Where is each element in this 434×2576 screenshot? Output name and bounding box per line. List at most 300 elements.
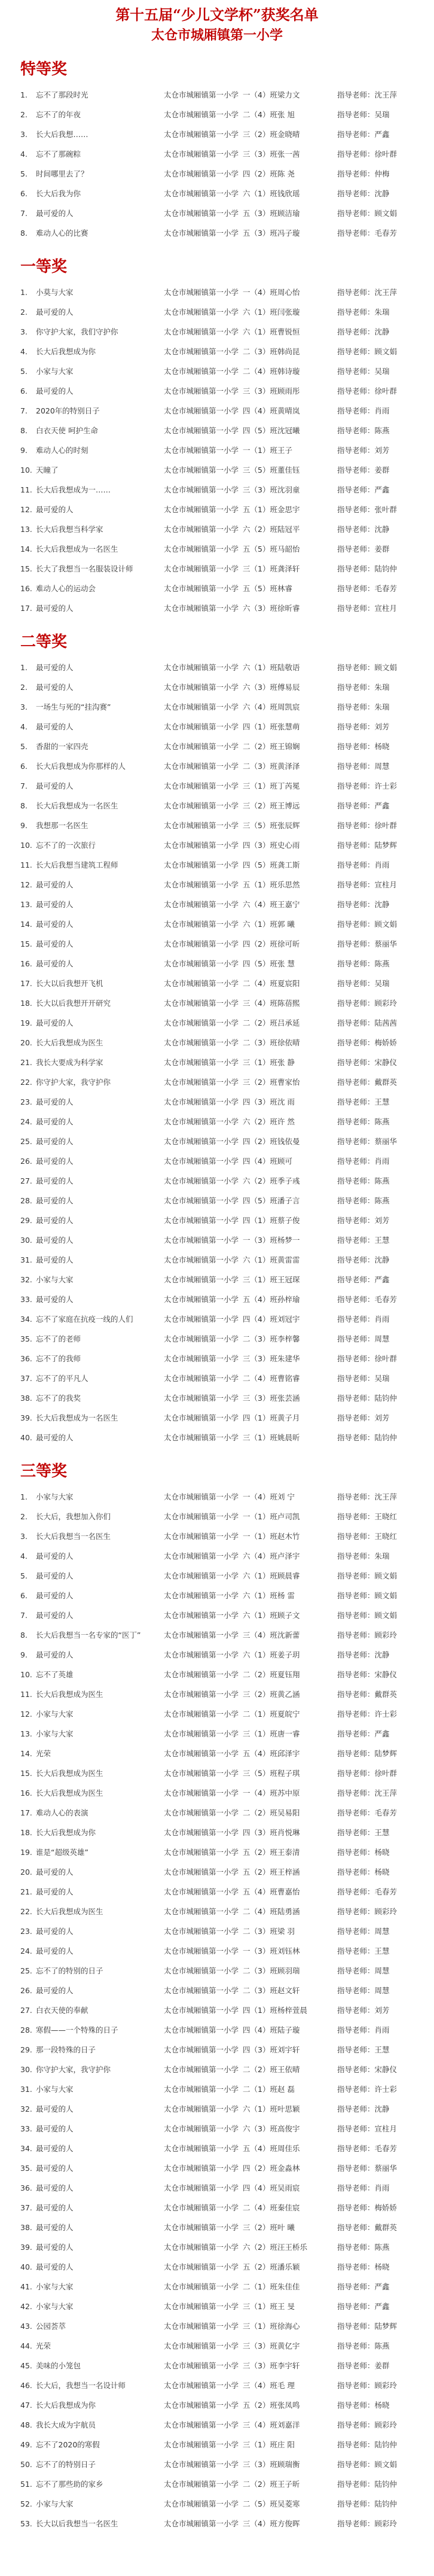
award-entry xyxy=(20,1289,434,1309)
entry-school: 太仓市城厢镇第一小学 xyxy=(164,1552,239,1561)
entry-teacher: 指导老师：陈燕 xyxy=(337,2341,390,2350)
entry-title: 最可爱的人 xyxy=(36,2183,74,2192)
entry-title: 最可爱的人 xyxy=(36,1018,74,1027)
entry-class: 三（3）班 xyxy=(243,485,277,494)
entry-class: 四（2）班 xyxy=(243,1137,277,1146)
entry-teacher: 指导老师：沈静 xyxy=(337,189,390,198)
award-entry xyxy=(20,1526,434,1546)
entry-number: 18. xyxy=(20,999,32,1008)
entry-student: 高俊宇 xyxy=(277,2124,300,2133)
entry-teacher: 指导老师：顾文娟 xyxy=(337,2460,398,2469)
entry-title: 最可爱的人 xyxy=(36,1117,74,1126)
entry-school: 太仓市城厢镇第一小学 xyxy=(164,2420,239,2429)
entry-number: 4. xyxy=(20,150,27,159)
entry-class: 六（2）班 xyxy=(243,1176,277,1185)
award-entry xyxy=(20,2514,434,2534)
entry-student: 叶 曦 xyxy=(277,2223,295,2232)
award-entry xyxy=(20,1744,434,1763)
award-entry xyxy=(20,1270,434,1289)
award-entry xyxy=(20,282,434,302)
award-entry xyxy=(20,1645,434,1665)
award-entry xyxy=(20,776,434,796)
entry-student: 吴雨宸 xyxy=(277,2183,300,2192)
entry-student: 沈新蕾 xyxy=(277,1631,300,1640)
entry-student: 赵 磊 xyxy=(277,2085,295,2094)
entry-student: 顾雨彤 xyxy=(277,387,300,396)
entry-school: 太仓市城厢镇第一小学 xyxy=(164,2262,239,2271)
entry-student: 刘冠宇 xyxy=(277,1315,300,1324)
entry-class: 二（4）班 xyxy=(243,979,277,988)
entry-class: 五（4）班 xyxy=(243,1887,277,1896)
entry-student: 刘 宁 xyxy=(277,1492,295,1501)
entry-class: 二（3）班 xyxy=(243,762,277,771)
entry-school: 太仓市城厢镇第一小学 xyxy=(164,2183,239,2192)
entry-number: 37. xyxy=(20,2203,32,2212)
entry-teacher: 指导老师：顾文娟 xyxy=(337,209,398,218)
entry-student: 徐依晴 xyxy=(277,1038,300,1047)
award-entry xyxy=(20,164,434,184)
entry-teacher: 指导老师：徐叶群 xyxy=(337,150,398,159)
entry-title: 小家与大家 xyxy=(36,1492,74,1501)
award-entry xyxy=(20,1921,434,1941)
entry-class: 四（5）班 xyxy=(243,426,277,435)
entry-student: 夏皖宁 xyxy=(277,1710,300,1719)
entry-title: 最可爱的人 xyxy=(36,2203,74,2212)
award-entry xyxy=(20,1704,434,1724)
entry-number: 43. xyxy=(20,2322,32,2331)
entry-school: 太仓市城厢镇第一小学 xyxy=(164,841,239,850)
entry-school: 太仓市城厢镇第一小学 xyxy=(164,959,239,968)
entry-number: 12. xyxy=(20,505,32,514)
entry-class: 五（1）班 xyxy=(243,505,277,514)
entry-title: 忘不了的平凡人 xyxy=(36,1374,88,1383)
entry-title: 最可爱的人 xyxy=(36,2104,74,2113)
award-entry xyxy=(20,1763,434,1783)
award-entry xyxy=(20,1665,434,1684)
entry-student: 陆子璇 xyxy=(277,2025,300,2034)
entry-class: 六（1）班 xyxy=(243,1650,277,1659)
entry-title: 长大后我想成为医生 xyxy=(36,1769,103,1778)
entry-school: 太仓市城厢镇第一小学 xyxy=(164,920,239,929)
entry-title: 小家与大家 xyxy=(36,1729,74,1738)
entry-class: 六（2）班 xyxy=(243,1117,277,1126)
entry-number: 3. xyxy=(20,130,27,139)
entry-class: 三（3）班 xyxy=(243,1354,277,1363)
entry-student: 陆冠平 xyxy=(277,525,300,534)
entry-number: 13. xyxy=(20,900,32,909)
award-entry xyxy=(20,1586,434,1605)
entry-student: 梁 羽 xyxy=(277,1927,295,1936)
award-entry xyxy=(20,2257,434,2277)
entry-class: 一（1）班 xyxy=(243,1532,277,1541)
entry-student: 龚工斯 xyxy=(277,860,300,869)
entry-title: 最可爱的人 xyxy=(36,722,74,731)
entry-school: 太仓市城厢镇第一小学 xyxy=(164,288,239,297)
entry-student: 钱依曼 xyxy=(277,1137,300,1146)
entry-number: 41. xyxy=(20,2282,32,2291)
entry-number: 21. xyxy=(20,1887,32,1896)
award-entry xyxy=(20,2474,434,2494)
entry-class: 六（1）班 xyxy=(243,1255,277,1264)
entry-title: 忘不了的我奖 xyxy=(36,1394,81,1403)
entry-school: 太仓市城厢镇第一小学 xyxy=(164,702,239,711)
award-entry xyxy=(20,1171,434,1191)
award-entry xyxy=(20,2139,434,2158)
award-entry xyxy=(20,85,434,105)
entry-student: 孙梓瑜 xyxy=(277,1295,300,1304)
entry-class: 五（2）班 xyxy=(243,1848,277,1857)
entry-class: 六（4）班 xyxy=(243,900,277,909)
entry-student: 金晓晴 xyxy=(277,130,300,139)
award-section xyxy=(20,59,434,243)
entry-class: 二（3）班 xyxy=(243,1927,277,1936)
entry-school: 太仓市城厢镇第一小学 xyxy=(164,387,239,396)
entry-student: 徐可昕 xyxy=(277,939,300,948)
award-entry xyxy=(20,1408,434,1428)
entry-student: 周凯宸 xyxy=(277,702,300,711)
entry-title: 最可爱的人 xyxy=(36,505,74,514)
award-entry xyxy=(20,717,434,737)
award-entry xyxy=(20,2356,434,2376)
entry-school: 太仓市城厢镇第一小学 xyxy=(164,466,239,475)
entry-student: 王依晴 xyxy=(277,2065,300,2074)
entry-student: 吴菱寒 xyxy=(277,2499,300,2508)
entry-class: 三（3）班 xyxy=(243,2341,277,2350)
award-entry xyxy=(20,2119,434,2139)
entry-teacher: 指导老师：仲梅 xyxy=(337,169,390,178)
entry-number: 25. xyxy=(20,1137,32,1146)
entry-school: 太仓市城厢镇第一小学 xyxy=(164,2223,239,2232)
award-entry xyxy=(20,2158,434,2178)
entry-title: 你守护大家，我守护你 xyxy=(36,1078,111,1087)
award-entry xyxy=(20,1388,434,1408)
entry-school: 太仓市城厢镇第一小学 xyxy=(164,1038,239,1047)
entry-class: 一（4）班 xyxy=(243,1789,277,1798)
award-entry xyxy=(20,2435,434,2455)
entry-class: 三（4）班 xyxy=(243,999,277,1008)
entry-class: 二（2）班 xyxy=(243,1808,277,1817)
entry-school: 太仓市城厢镇第一小学 xyxy=(164,1631,239,1640)
award-entry xyxy=(20,1428,434,1447)
entry-student: 曹锐恒 xyxy=(277,327,300,336)
award-entry xyxy=(20,2336,434,2356)
entry-teacher: 指导老师：梅娇娇 xyxy=(337,2203,398,2212)
entry-student: 顾可 xyxy=(277,1157,293,1166)
entry-class: 四（2）班 xyxy=(243,169,277,178)
entry-title: 长大后我想成为一名医生 xyxy=(36,545,118,553)
entry-teacher: 指导老师：杨晓 xyxy=(337,2401,390,2410)
award-entry xyxy=(20,579,434,598)
entry-number: 24. xyxy=(20,1117,32,1126)
entry-teacher: 指导老师：王慧 xyxy=(337,1828,390,1837)
entry-school: 太仓市城厢镇第一小学 xyxy=(164,2440,239,2449)
entry-school: 太仓市城厢镇第一小学 xyxy=(164,525,239,534)
entry-student: 吕承延 xyxy=(277,1018,300,1027)
entry-school: 太仓市城厢镇第一小学 xyxy=(164,1907,239,1916)
entry-number: 11. xyxy=(20,1690,32,1699)
award-entry xyxy=(20,1941,434,1961)
entry-number: 27. xyxy=(20,2006,32,2015)
entry-student: 刘嘉洋 xyxy=(277,2420,300,2429)
entry-class: 四（2）班 xyxy=(243,939,277,948)
entry-student: 赵木竹 xyxy=(277,1532,300,1541)
award-entry xyxy=(20,895,434,914)
award-entry xyxy=(20,914,434,934)
entry-student: 郭 曦 xyxy=(277,920,295,929)
entry-title: 最可爱的人 xyxy=(36,1433,74,1442)
entry-student: 钱欣瑶 xyxy=(277,189,300,198)
award-entry xyxy=(20,1882,434,1902)
entry-class: 一（3）班 xyxy=(243,1236,277,1245)
award-entry xyxy=(20,559,434,579)
entry-class: 五（4）班 xyxy=(243,1295,277,1304)
entry-title: 最可爱的人 xyxy=(36,1986,74,1995)
entry-teacher: 指导老师：杨晓 xyxy=(337,742,390,751)
award-entry xyxy=(20,1033,434,1053)
entry-student: 李宇轩 xyxy=(277,2361,300,2370)
entry-number: 3. xyxy=(20,327,27,336)
entry-school: 太仓市城厢镇第一小学 xyxy=(164,1986,239,1995)
entry-class: 二（1）班 xyxy=(243,1710,277,1719)
entry-title: 最可爱的人 xyxy=(36,2223,74,2232)
entry-school: 太仓市城厢镇第一小学 xyxy=(164,801,239,810)
entry-number: 1. xyxy=(20,1492,27,1501)
entry-school: 太仓市城厢镇第一小学 xyxy=(164,860,239,869)
entry-class: 二（4）班 xyxy=(243,2203,277,2212)
entry-title: 小家与大家 xyxy=(36,2282,74,2291)
entry-title: 香甜的一家四壳 xyxy=(36,742,88,751)
entry-number: 36. xyxy=(20,1354,32,1363)
award-entry xyxy=(20,539,434,559)
entry-teacher: 指导老师：吴瑞 xyxy=(337,110,390,119)
entry-school: 太仓市城厢镇第一小学 xyxy=(164,545,239,553)
entry-school: 太仓市城厢镇第一小学 xyxy=(164,1236,239,1245)
entry-student: 韩尚昆 xyxy=(277,347,300,356)
entry-number: 28. xyxy=(20,2025,32,2034)
entry-title: 最可爱的人 xyxy=(36,209,74,218)
entry-class: 三（3）班 xyxy=(243,1394,277,1403)
entry-number: 14. xyxy=(20,920,32,929)
entry-number: 42. xyxy=(20,2302,32,2311)
entry-school: 太仓市城厢镇第一小学 xyxy=(164,1927,239,1936)
award-entry xyxy=(20,1981,434,2000)
award-entry xyxy=(20,2198,434,2218)
entry-title: 长大后我想成为医生 xyxy=(36,1907,103,1916)
entry-title: 长大后，我想当一名设计师 xyxy=(36,2381,126,2390)
entry-number: 31. xyxy=(20,1255,32,1264)
entry-teacher: 指导老师：沈王萍 xyxy=(337,288,398,297)
entry-title: 我长大要成为科学家 xyxy=(36,1058,103,1067)
award-entry xyxy=(20,2395,434,2415)
entry-number: 4. xyxy=(20,347,27,356)
entry-number: 6. xyxy=(20,1591,27,1600)
entry-number: 52. xyxy=(20,2499,32,2508)
award-entry xyxy=(20,2494,434,2514)
entry-student: 姚晨昕 xyxy=(277,1433,300,1442)
entry-student: 徐海心 xyxy=(277,2322,300,2331)
entry-student: 黄亿宇 xyxy=(277,2341,300,2350)
entry-number: 50. xyxy=(20,2460,32,2469)
entry-teacher: 指导老师：吴瑞 xyxy=(337,1374,390,1383)
entry-number: 6. xyxy=(20,189,27,198)
entry-class: 一（1）班 xyxy=(243,1512,277,1521)
entry-number: 15. xyxy=(20,1769,32,1778)
award-entry xyxy=(20,677,434,697)
award-entry xyxy=(20,223,434,243)
entry-student: 王 旻 xyxy=(277,2302,295,2311)
entry-number: 33. xyxy=(20,2124,32,2133)
entry-teacher: 指导老师：严鑫 xyxy=(337,1729,390,1738)
entry-student: 张凤鸣 xyxy=(277,2401,300,2410)
entry-teacher: 指导老师：肖雨 xyxy=(337,1157,390,1166)
entry-class: 一（4）班 xyxy=(243,1492,277,1501)
entry-number: 39. xyxy=(20,1413,32,1422)
entry-title: 美味的小笼包 xyxy=(36,2361,81,2370)
award-entry xyxy=(20,302,434,322)
entry-student: 王冠琛 xyxy=(277,1275,300,1284)
entry-class: 三（3）班 xyxy=(243,150,277,159)
entry-title: 长大以后我想开开研究 xyxy=(36,999,111,1008)
award-entry xyxy=(20,460,434,480)
entry-student: 沈 雨 xyxy=(277,1097,295,1106)
entry-title: 忘不了的年夜 xyxy=(36,110,81,119)
entry-teacher: 指导老师：严鑫 xyxy=(337,485,390,494)
entry-student: 张芸涵 xyxy=(277,1394,300,1403)
entry-teacher: 指导老师：吴瑞 xyxy=(337,367,390,376)
award-section xyxy=(20,631,434,1447)
entry-class: 五（4）班 xyxy=(243,1749,277,1758)
section-heading: 一等奖 xyxy=(20,258,68,276)
entry-number: 9. xyxy=(20,1650,27,1659)
entry-school: 太仓市城厢镇第一小学 xyxy=(164,446,239,455)
entry-title: 最可爱的人 xyxy=(36,1887,74,1896)
award-entry xyxy=(20,697,434,717)
entry-class: 二（2）班 xyxy=(243,1018,277,1027)
entry-teacher: 指导老师：毛春芳 xyxy=(337,2144,398,2153)
award-entry xyxy=(20,835,434,855)
entry-class: 六（1）班 xyxy=(243,1591,277,1600)
entry-student: 夏宸阳 xyxy=(277,979,300,988)
header xyxy=(0,0,434,45)
entry-school: 太仓市城厢镇第一小学 xyxy=(164,2361,239,2370)
entry-class: 六（3）班 xyxy=(243,2124,277,2133)
entry-school: 太仓市城厢镇第一小学 xyxy=(164,1591,239,1600)
entry-teacher: 指导老师：毛春芳 xyxy=(337,584,398,593)
entry-number: 27. xyxy=(20,1176,32,1185)
entry-class: 二（3）班 xyxy=(243,1038,277,1047)
award-entry xyxy=(20,2060,434,2079)
entry-teacher: 指导老师：毛春芳 xyxy=(337,229,398,238)
entry-class: 五（3）班 xyxy=(243,229,277,238)
entry-school: 太仓市城厢镇第一小学 xyxy=(164,2519,239,2528)
entry-title: 长大后我想当一名医生 xyxy=(36,1532,111,1541)
entry-title: 小家与大家 xyxy=(36,2302,74,2311)
entry-teacher: 指导老师：肖雨 xyxy=(337,2183,390,2192)
entry-class: 五（5）班 xyxy=(243,584,277,593)
entry-teacher: 指导老师：陆钧仲 xyxy=(337,564,398,573)
entry-title: 最可爱的人 xyxy=(36,1137,74,1146)
entry-teacher: 指导老师：沈静 xyxy=(337,1255,390,1264)
award-entry xyxy=(20,105,434,124)
award-entry xyxy=(20,1507,434,1526)
award-entry xyxy=(20,875,434,895)
award-entry xyxy=(20,480,434,500)
entry-class: 二（4）班 xyxy=(243,1374,277,1383)
entry-school: 太仓市城厢镇第一小学 xyxy=(164,762,239,771)
entry-title: 时间哪里去了？ xyxy=(36,169,88,178)
entry-class: 四（5）班 xyxy=(243,1196,277,1205)
entry-teacher: 指导老师：陆钧仲 xyxy=(337,1394,398,1403)
entry-teacher: 指导老师：陆钧仲 xyxy=(337,2480,398,2489)
entry-number: 38. xyxy=(20,1394,32,1403)
entry-title: 长大了我想当一名服装设计师 xyxy=(36,564,133,573)
entry-student: 陆敬语 xyxy=(277,663,300,672)
entry-title: 最可爱的人 xyxy=(36,880,74,889)
entry-title: 天瞳了 xyxy=(36,466,59,475)
entry-title: 小家与大家 xyxy=(36,1275,74,1284)
entry-number: 45. xyxy=(20,2361,32,2370)
award-entry xyxy=(20,1803,434,1823)
award-entry xyxy=(20,2455,434,2474)
entry-school: 太仓市城厢镇第一小学 xyxy=(164,1710,239,1719)
entry-school: 太仓市城厢镇第一小学 xyxy=(164,1789,239,1798)
entry-title: 难动人心的表演 xyxy=(36,1808,88,1817)
entry-student: 汪王桥乐 xyxy=(277,2243,308,2252)
entry-number: 29. xyxy=(20,1216,32,1225)
entry-teacher: 指导老师：王慧 xyxy=(337,1097,390,1106)
entry-school: 太仓市城厢镇第一小学 xyxy=(164,2381,239,2390)
entry-teacher: 指导老师：顾彩玲 xyxy=(337,2420,398,2429)
entry-school: 太仓市城厢镇第一小学 xyxy=(164,1729,239,1738)
entry-number: 8. xyxy=(20,801,27,810)
entry-school: 太仓市城厢镇第一小学 xyxy=(164,406,239,415)
entry-teacher: 指导老师：周慧 xyxy=(337,1334,390,1343)
entry-student: 庄 阳 xyxy=(277,2440,295,2449)
entry-teacher: 指导老师：戴群英 xyxy=(337,1690,398,1699)
entry-teacher: 指导老师：朱瑞 xyxy=(337,683,390,692)
entry-teacher: 指导老师：严鑫 xyxy=(337,1275,390,1284)
entry-number: 25. xyxy=(20,1966,32,1975)
entry-teacher: 指导老师：陆钧仲 xyxy=(337,1433,398,1442)
entry-title: 最可爱的人 xyxy=(36,1255,74,1264)
entry-title: 长大后我想当一名专家的“医丁” xyxy=(36,1631,141,1640)
entry-number: 12. xyxy=(20,880,32,889)
entry-student: 陆勇涵 xyxy=(277,1907,300,1916)
entry-number: 4. xyxy=(20,722,27,731)
entry-class: 六（2）班 xyxy=(243,525,277,534)
entry-student: 龚泽轩 xyxy=(277,564,300,573)
entry-teacher: 指导老师：毛春芳 xyxy=(337,1887,398,1896)
award-entry xyxy=(20,1112,434,1132)
entry-school: 太仓市城厢镇第一小学 xyxy=(164,2460,239,2469)
entry-number: 2. xyxy=(20,308,27,317)
entry-student: 黄雷雷 xyxy=(277,1255,300,1264)
entry-school: 太仓市城厢镇第一小学 xyxy=(164,1295,239,1304)
award-section xyxy=(20,1461,434,2534)
section-heading: 三等奖 xyxy=(20,1462,68,1480)
award-entry xyxy=(20,1902,434,1921)
entry-teacher: 指导老师：陈燕 xyxy=(337,1176,390,1185)
entry-class: 四（3）班 xyxy=(243,2045,277,2054)
entry-title: 我长大成为宇航员 xyxy=(36,2420,96,2429)
entry-class: 三（3）班 xyxy=(243,2361,277,2370)
entry-class: 三（1）班 xyxy=(243,2322,277,2331)
entry-title: 最可爱的人 xyxy=(36,939,74,948)
entry-student: 周心怡 xyxy=(277,288,300,297)
entry-school: 太仓市城厢镇第一小学 xyxy=(164,110,239,119)
entry-number: 12. xyxy=(20,1710,32,1719)
entry-teacher: 指导老师：王慧 xyxy=(337,1947,390,1955)
